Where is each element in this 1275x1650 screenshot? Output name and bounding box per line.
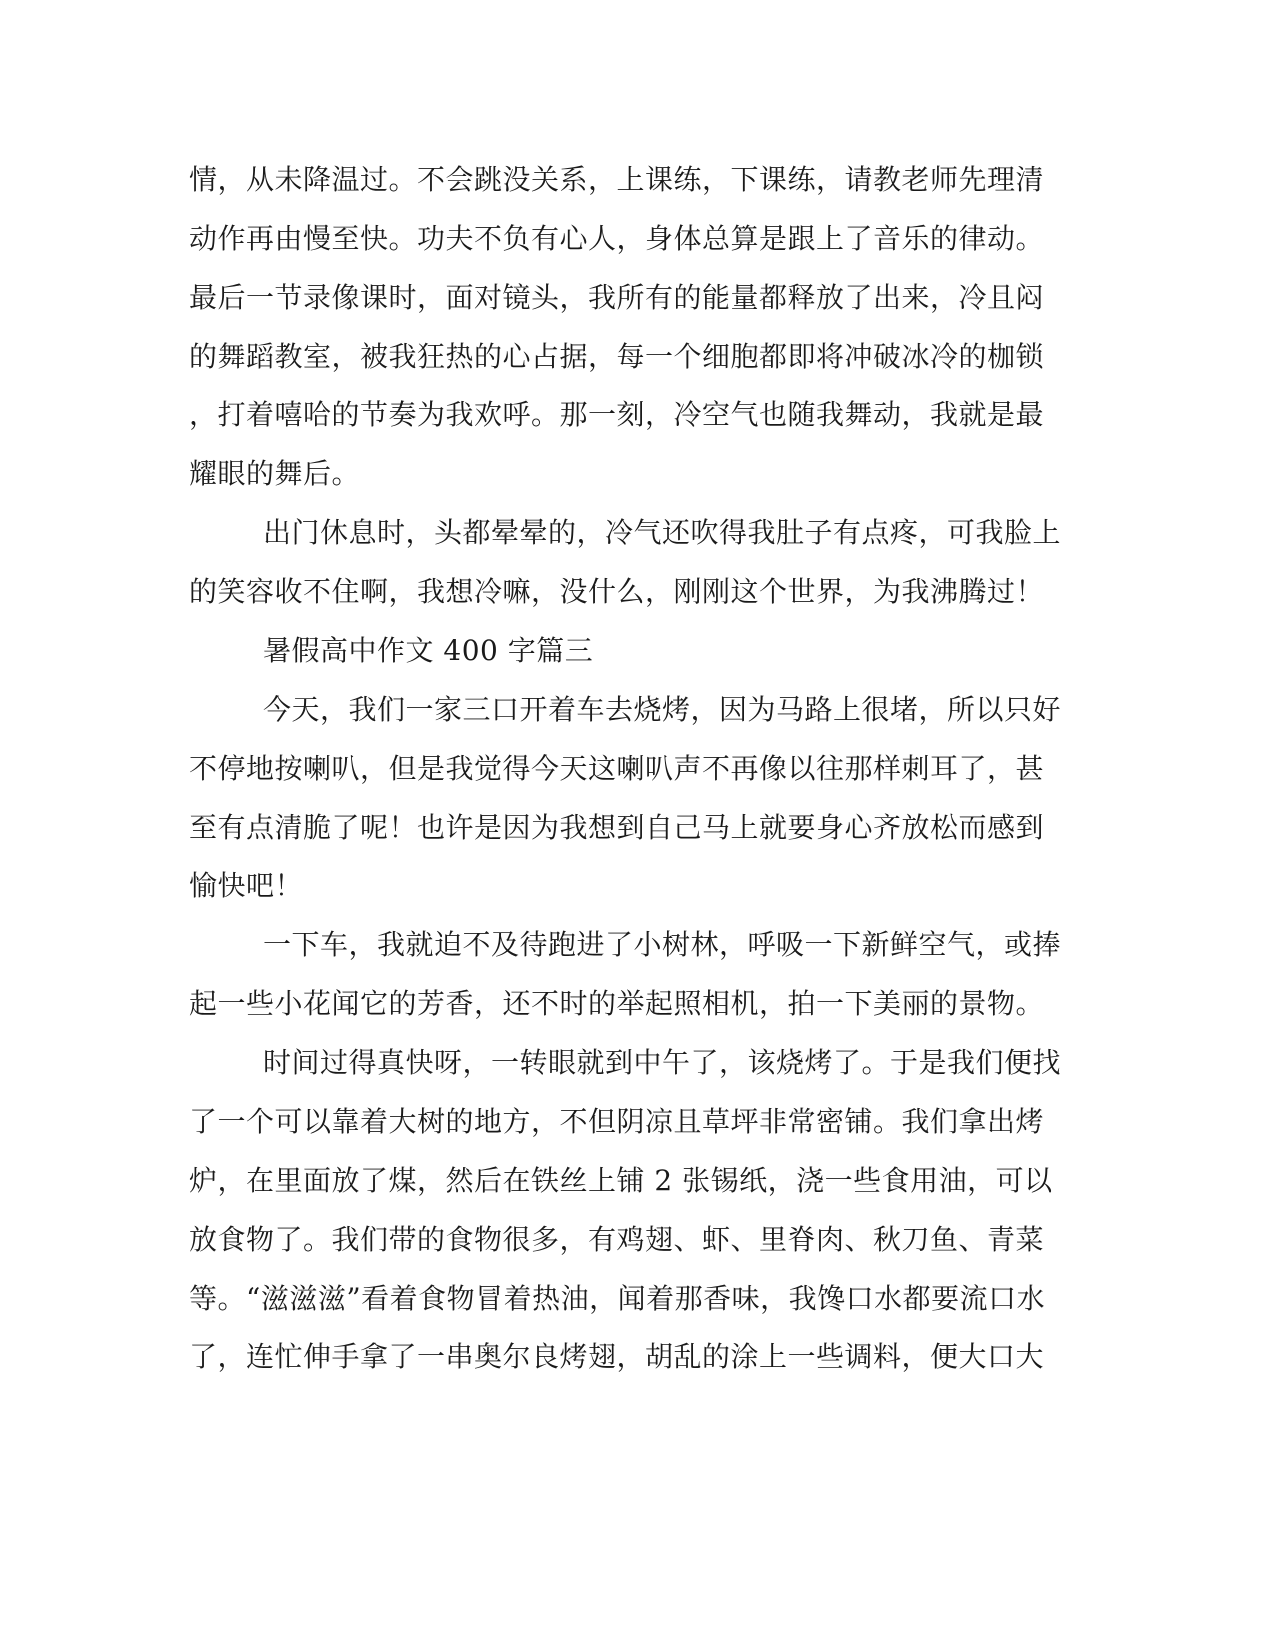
text-line: 起一些小花闻它的芳香，还不时的举起照相机，拍一下美丽的景物。	[189, 987, 1045, 1020]
text-line: 的舞蹈教室，被我狂热的心占据，每一个细胞都即将冲破冰冷的枷锁	[189, 340, 1045, 373]
text-line: 炉，在里面放了煤，然后在铁丝上铺 2 张锡纸，浇一些食用油，可以	[189, 1164, 1053, 1197]
text-line: 一下车，我就迫不及待跑进了小树林，呼吸一下新鲜空气，或捧	[263, 928, 1062, 961]
text-line: 至有点清脆了呢！也许是因为我想到自己马上就要身心齐放松而感到	[189, 811, 1045, 844]
text-line: 今天，我们一家三口开着车去烧烤，因为马路上很堵，所以只好	[263, 693, 1062, 726]
text-line: 不停地按喇叭，但是我觉得今天这喇叭声不再像以往那样刺耳了，甚	[189, 752, 1045, 785]
text-line: 愉快吧！	[189, 869, 304, 902]
section-heading: 暑假高中作文 400 字篇三	[263, 634, 594, 667]
text-line: 时间过得真快呀，一转眼就到中午了，该烧烤了。于是我们便找	[263, 1046, 1062, 1079]
text-line: ，打着嘻哈的节奏为我欢呼。那一刻，冷空气也随我舞动，我就是最	[189, 398, 1045, 431]
text-line: 情，从未降温过。不会跳没关系，上课练，下课练，请教老师先理清	[189, 163, 1045, 196]
text-line: 的笑容收不住啊，我想冷嘛，没什么，刚刚这个世界，为我沸腾过！	[189, 575, 1045, 608]
text-line: 耀眼的舞后。	[189, 457, 361, 490]
text-line: 放食物了。我们带的食物很多，有鸡翅、虾、里脊肉、秋刀鱼、青菜	[189, 1223, 1045, 1256]
text-line: 最后一节录像课时，面对镜头，我所有的能量都释放了出来，冷且闷	[189, 281, 1045, 314]
text-line: 了一个可以靠着大树的地方，不但阴凉且草坪非常密铺。我们拿出烤	[189, 1105, 1045, 1138]
text-line: 了，连忙伸手拿了一串奥尔良烤翅，胡乱的涂上一些调料，便大口大	[189, 1340, 1045, 1373]
text-line: 等。“滋滋滋”看着食物冒着热油，闻着那香味，我馋口水都要流口水	[189, 1282, 1046, 1315]
text-line: 动作再由慢至快。功夫不负有心人，身体总算是跟上了音乐的律动。	[189, 222, 1045, 255]
text-line: 出门休息时，头都晕晕的，冷气还吹得我肚子有点疼，可我脸上	[263, 516, 1062, 549]
